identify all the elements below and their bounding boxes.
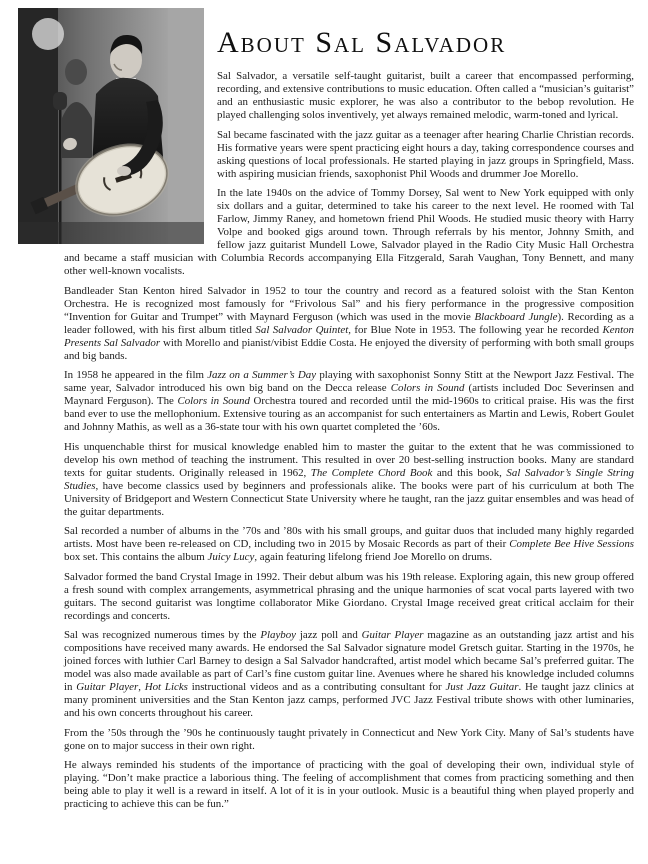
paragraph: Bandleader Stan Kenton hired Salvador in 1952 to tour the country and record as a featured soloist with the Stan Kenton Orchestra. He is recognized most famously for “Frivolous Sal” and his fiery performance in the progressive composition “Invention for Guitar and Trumpet” with Maynard Ferguson (which was used in the movie Blackboard Jungle). Recording as a leader followed, with his first album titled Sal Salvador Quintet, for Blue Note in 1953. The following year he recorded Kenton Presents Sal Salvador with Morello and pianist/vibist Eddie Costa. He enjoyed the diversity of performing with both small groups and big bands. [64, 284, 634, 362]
paragraph: Sal recorded a number of albums in the ’70s and ’80s with his small groups, and guitar duos that included many highly regarded artists. Most have been re-released on CD, including two in 2015 by Mosaic Records as part of their Complete Bee Hive Sessions box set. This contains the album Juicy Lucy, again featuring lifelong friend Joe Morello on drums. [64, 525, 634, 563]
paragraph: His unquenchable thirst for musical knowledge enabled him to master the guitar to the extent that he was commissioned to develop his own method of teaching the instrument. This resulted in over 20 best-selling instruction books. Many are standard texts for guitar students. Originally released in 1962, The Complete Chord Book and this book, Sal Salvador’s Single String Studies, have become classics used by beginners and professionals alike. The books were part of his curriculum at both The University of Bridgeport and Western Connecticut State University where he taught, ran the jazz guitar ensembles and was head of the guitar departments. [64, 440, 634, 518]
photo-illustration [18, 8, 204, 244]
paragraph: In the late 1940s on the advice of Tommy Dorsey, Sal went to New York equipped with only six dollars and a guitar, determined to take his career to the next level. He roomed with Tal Farlow, Jimmy Raney, and hometown friend Phil Woods. He studied music theory with Harry Volpe and booked gigs around town. Through referrals by his mentor, Johnny Smith, and fellow jazz guitarist Mundell Lowe, Salvador played in the Radio City Music Hall Orchestra and became a staff musician with Columbia Records accompanying Ella Fitzgerald, Sarah Vaughan, Tony Bennett, and many other well-known vocalists. [64, 187, 634, 277]
paragraph: He always reminded his students of the importance of practicing with the goal of developing their own, individual style of playing. “Don’t make practice a laborious thing. The feeling of accomplishment that comes from practicing something and then being able to play it well is a reward in itself. A lot of it is in your outlook. Music is a beautiful thing when played properly and practicing to achieve this can be fun.” [64, 759, 634, 810]
paragraph: Salvador formed the band Crystal Image in 1992. Their debut album was his 19th release. Exploring again, this new group offered a fresh sound with complex arrangements, asymmetrical phrasing and the unique harmonies of scat vocal parts layered with two guitars. The second guitarist was longtime collaborator Mike Giordano. Crystal Image received great critical acclaim for their recordings and concerts. [64, 570, 634, 622]
paragraph: Sal became fascinated with the jazz guitar as a teenager after hearing Charlie Christian records. His formative years were spent practicing eight hours a day, taking correspondence courses and asking questions of local professionals. He started playing in jazz groups in Springfield, Mass. with aspiring musician friends, saxophonist Phil Woods and drummer Joe Morello. [217, 128, 634, 180]
page-title: About Sal Salvador [217, 26, 507, 59]
sal-salvador-photo [18, 8, 204, 244]
paragraph: In 1958 he appeared in the film Jazz on a Summer’s Day playing with saxophonist Sonny Stitt at the Newport Jazz Festival. The same year, Salvador introduced his own big band on the Decca release Colors in Sound (artists included Doc Severinsen and Maynard Ferguson). The Colors in Sound Orchestra toured and recorded until the mid-1960s to critical praise. His was the first band ever to use the mellophonium. Extensive touring as an accompanist for such entertainers as Martin and Lewis, Robert Goulet and Johnny Mathis, as well as a 36-state tour with his own quartet completed the ’60s. [64, 369, 635, 433]
paragraph: From the ’50s through the ’90s he continuously taught privately in Connecticut and New York City. Many of Sal’s students have gone on to major success in their own right. [64, 726, 634, 752]
paragraph: Sal Salvador, a versatile self-taught guitarist, built a career that encompassed performing, recording, and extensive contributions to music education. Often called a “musician’s guitarist” and an enthusiastic music explorer, he was also a contributor to the bebop revolution. He played challenging solos inventively, yet always remained melodic, warm-toned and lyrical. [217, 70, 634, 121]
paragraph: Sal was recognized numerous times by the Playboy jazz poll and Guitar Player magazine as an outstanding jazz artist and his compositions have received many awards. He endorsed the Sal Salvador signature model Gretsch guitar. Starting in the 1970s, he joined forces with luthier Carl Barney to design a Sal Salvador handcrafted, artist model which became Sal’s preferred guitar. The model was also made available as part of Carl’s fine custom guitar line. Avenues where he shared his knowledge included columns in Guitar Player, Hot Licks instructional videos and as a contributing consultant for Just Jazz Guitar. He taught jazz clinics at many prominent universities and the Stan Kenton jazz camps, performed JVC Jazz Festival tribute shows with other luminaries, and his own concerts throughout his career. [64, 629, 635, 719]
